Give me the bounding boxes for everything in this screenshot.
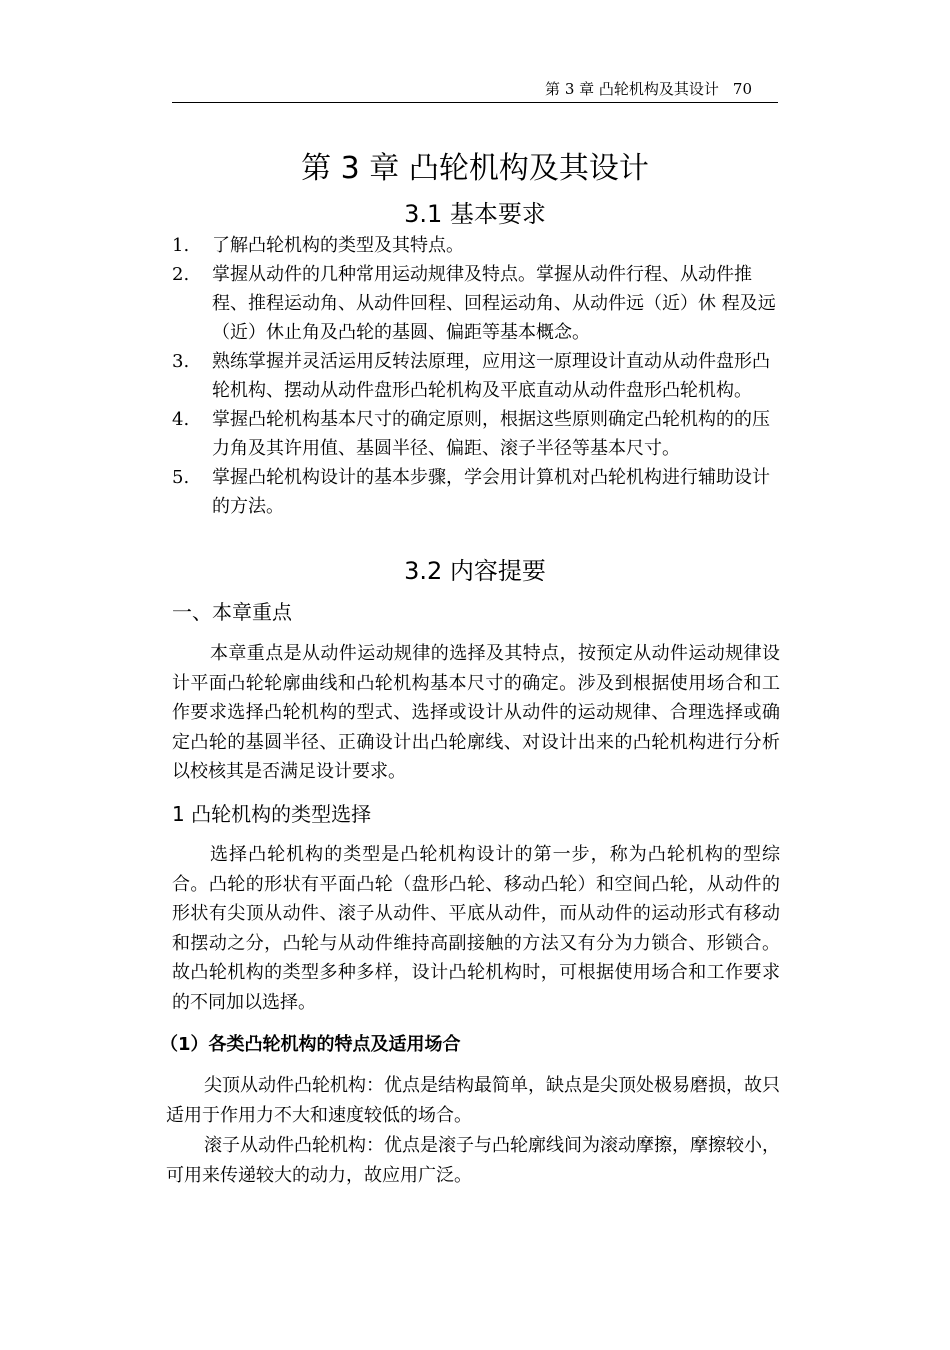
list-item-text: 掌握凸轮机构基本尺寸的确定原则，根据这些原则确定凸轮机构的的压力角及其许用值、基圆半径、偏距、滚子半径等基本尺寸。 bbox=[212, 409, 770, 459]
list-item bbox=[172, 405, 782, 463]
list-item-number: 4. bbox=[172, 409, 190, 430]
subheading-cam-features: （1）各类凸轮机构的特点及适用场合 bbox=[160, 1034, 461, 1055]
page-header bbox=[172, 80, 778, 103]
list-item-number: 3. bbox=[172, 351, 190, 372]
section-title-basic-requirements: 3.1 基本要求 bbox=[404, 200, 546, 228]
list-item-number: 2. bbox=[172, 264, 190, 285]
paragraph-cam-type-selection: 选择凸轮机构的类型是凸轮机构设计的第一步，称为凸轮机构的型综合。凸轮的形状有平面凸轮（盘形凸轮、移动凸轮）和空间凸轮，从动件的形状有尖顶从动件、滚子从动件、平底从动件，而从动件的运动形式有移动和摆动之分，凸轮与从动件维持高副接触的方法又有分为力锁合、形锁合。故凸轮机构的类型多种多样，设计凸轮机构时，可根据使用场合和工作要求的不同加以选择。 bbox=[172, 844, 780, 1013]
chapter-title: 第 3 章 凸轮机构及其设计 bbox=[301, 151, 649, 186]
part-heading-chapter-focus: 一、本章重点 bbox=[172, 600, 292, 624]
topic-heading-cam-type-selection: 1 凸轮机构的类型选择 bbox=[172, 802, 372, 826]
list-item bbox=[172, 347, 782, 405]
list-item-text: 掌握凸轮机构设计的基本步骤，学会用计算机对凸轮机构进行辅助设计的方法。 bbox=[212, 467, 770, 517]
paragraph-chapter-focus: 本章重点是从动件运动规律的选择及其特点，按预定从动件运动规律设计平面凸轮轮廓曲线和凸轮机构基本尺寸的确定。涉及到根据使用场合和工作要求选择凸轮机构的型式、选择或设计从动件的运动规律、合理选择或确定凸轮的基圆半径、正确设计出凸轮廓线、对设计出来的凸轮机构进行分析以校核其是否满足设计要求。 bbox=[172, 643, 780, 783]
list-item bbox=[172, 231, 782, 260]
paragraph-roller-follower: 滚子从动件凸轮机构：优点是滚子与凸轮廓线间为滚动摩擦，摩擦较小，可用来传递较大的动力，故应用广泛。 bbox=[166, 1135, 780, 1186]
list-item bbox=[172, 260, 782, 347]
list-item-number: 5. bbox=[172, 467, 190, 488]
section-title-content-summary: 3.2 内容提要 bbox=[404, 557, 546, 585]
list-item-text: 掌握从动件的几种常用运动规律及特点。掌握从动件行程、从动件推程、推程运动角、从动件回程、回程运动角、从动件远（近）休 程及远（近）休止角及凸轮的基圆、偏距等基本概念。 bbox=[212, 264, 776, 343]
list-item-text: 了解凸轮机构的类型及其特点。 bbox=[212, 235, 464, 256]
list-item bbox=[172, 463, 782, 521]
list-item-number: 1. bbox=[172, 235, 190, 256]
paragraph-knife-edge-follower: 尖顶从动件凸轮机构：优点是结构最简单，缺点是尖顶处极易磨损，故只适用于作用力不大和速度较低的场合。 bbox=[166, 1075, 780, 1126]
running-title: 第 3 章 凸轮机构及其设计 bbox=[545, 80, 719, 98]
list-item-text: 熟练掌握并灵活运用反转法原理，应用这一原理设计直动从动件盘形凸轮机构、摆动从动件盘形凸轮机构及平底直动从动件盘形凸轮机构。 bbox=[212, 351, 770, 401]
page-number: 70 bbox=[732, 80, 752, 98]
requirements-list bbox=[172, 231, 782, 521]
